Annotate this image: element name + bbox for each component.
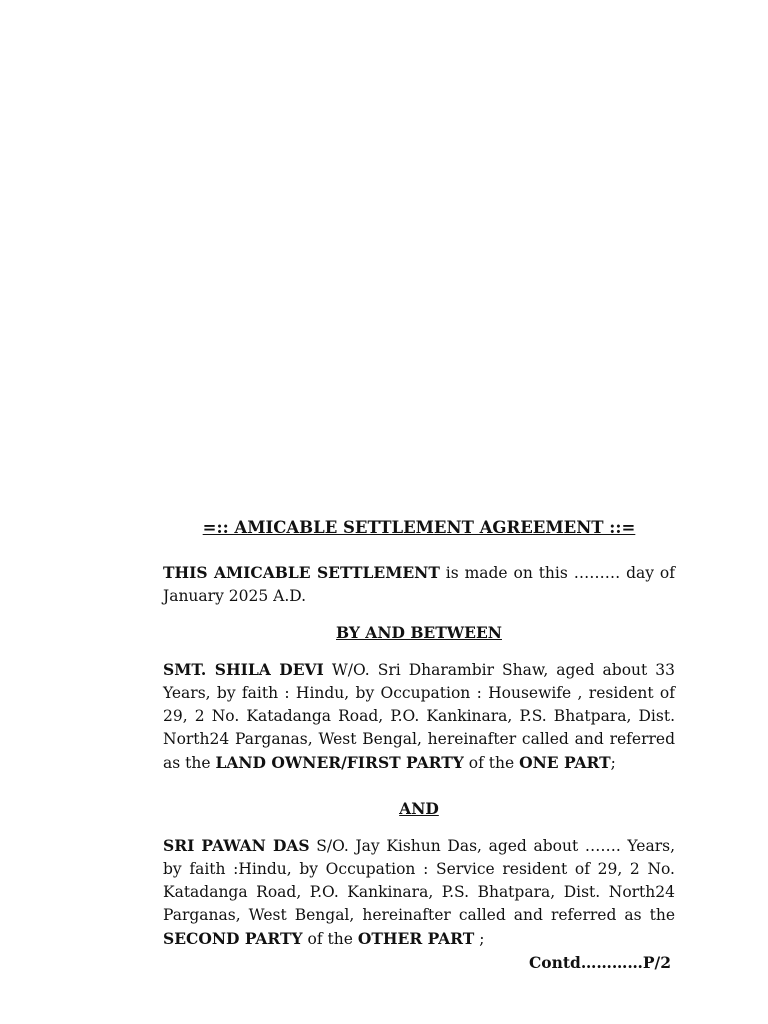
first-party-role: LAND OWNER/FIRST PARTY <box>215 753 464 772</box>
intro-text: is made on this ……… day of January 2025 A.D. <box>163 564 675 605</box>
first-party-end: ; <box>610 754 616 772</box>
second-party-name: SRI PAWAN DAS <box>163 836 310 855</box>
and-heading: AND <box>399 799 439 818</box>
second-party-paragraph <box>163 834 675 951</box>
first-party-part: ONE PART <box>519 753 611 772</box>
document-title: =:: AMICABLE SETTLEMENT AGREEMENT ::= <box>202 518 636 537</box>
second-party-details: S/O. Jay Kishun Das, aged about ……. Years, by faith :Hindu, by Occupation : Service resident of 29, 2 No. Katadanga Road, P.O. Kankinara, P.S. Bhatpara, Dist. North24 Parganas, West Bengal, hereinafter called and referred as the <box>163 837 675 924</box>
document-body <box>163 516 675 974</box>
first-party-of-the: of the <box>463 754 520 772</box>
continued-marker: Contd…………P/2 <box>528 953 671 972</box>
by-and-between-heading: BY AND BETWEEN <box>336 623 502 642</box>
second-party-of-the: of the <box>302 930 358 948</box>
second-party-role: SECOND PARTY <box>163 929 303 948</box>
intro-bold-lead: THIS AMICABLE SETTLEMENT <box>163 563 440 582</box>
first-party-paragraph <box>163 658 675 775</box>
second-party-end: ; <box>474 930 485 948</box>
first-party-details: W/O. Sri Dharambir Shaw, aged about 33 Years, by faith : Hindu, by Occupation : Housewife , resident of 29, 2 No. Katadanga Road, P.O. Kankinara, P.S. Bhatpara, Dist. North24 Parganas, West Bengal, hereinafter called and referred as the <box>163 661 675 772</box>
second-party-part: OTHER PART <box>357 929 475 948</box>
first-party-name: SMT. SHILA DEVI <box>163 660 324 679</box>
intro-paragraph <box>163 561 675 608</box>
